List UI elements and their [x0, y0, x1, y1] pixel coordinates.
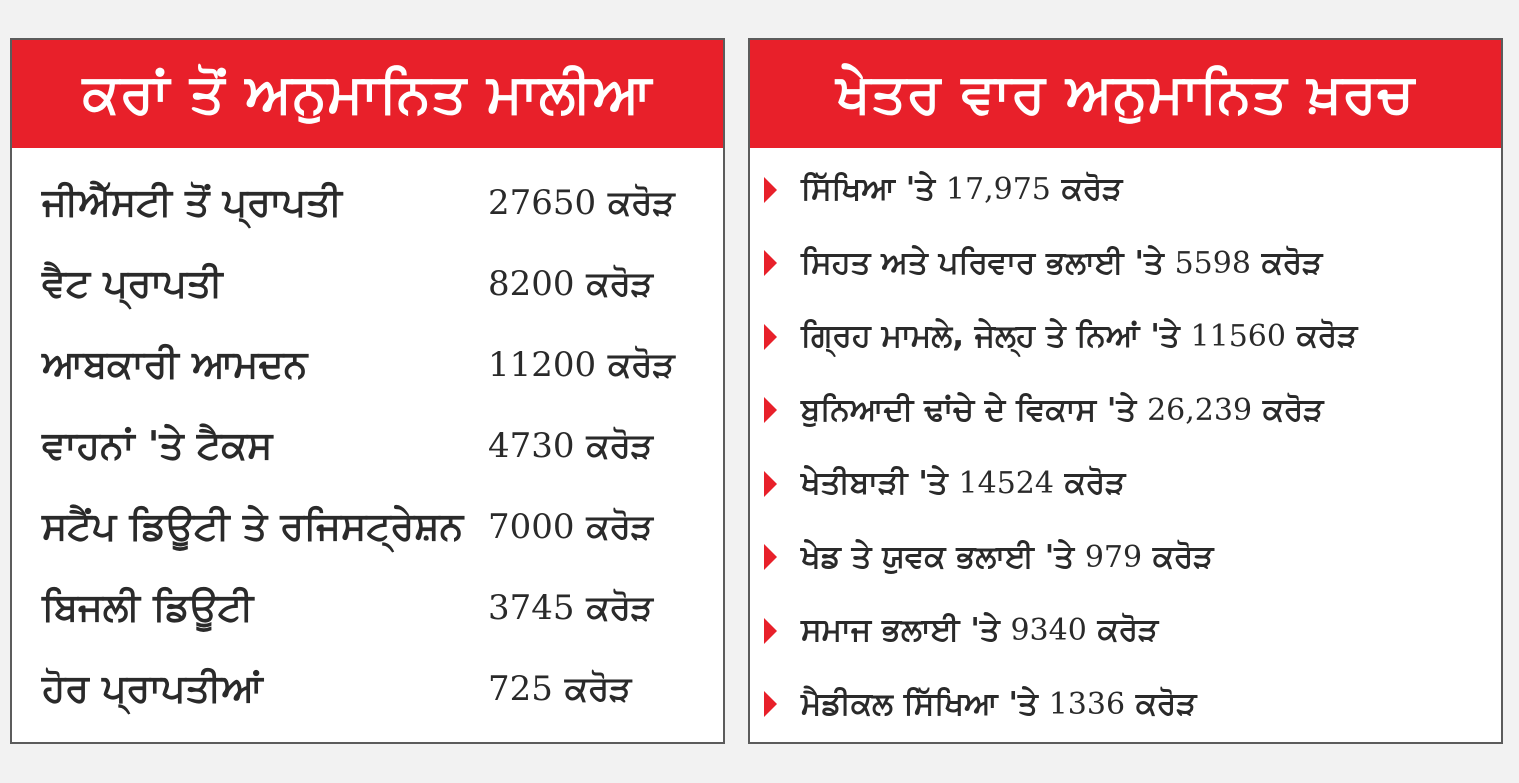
- revenue-value: 11200: [488, 344, 597, 385]
- revenue-label: ਵੈਟ ਪ੍ਰਾਪਤੀ: [42, 261, 223, 305]
- spending-row: [750, 300, 1501, 374]
- bullet-triangle-icon: [764, 618, 777, 644]
- bullet-triangle-icon: [764, 250, 777, 276]
- revenue-row: [12, 648, 723, 729]
- revenue-row: [12, 567, 723, 648]
- revenue-value: 725: [488, 668, 553, 709]
- spending-unit: ਕਰੋੜ: [1064, 465, 1126, 502]
- spending-label: ਸਿੱਖਿਆ 'ਤੇ: [801, 171, 936, 208]
- spending-row: [750, 447, 1501, 521]
- spending-row: [750, 374, 1501, 448]
- revenue-label: ਜੀਐੱਸਟੀ ਤੋਂ ਪ੍ਰਾਪਤੀ: [42, 180, 342, 224]
- revenue-unit: ਕਰੋੜ: [586, 587, 654, 628]
- revenue-value: 3745: [488, 587, 575, 628]
- revenue-value: 27650: [488, 182, 597, 223]
- spending-unit: ਕਰੋੜ: [1152, 538, 1214, 575]
- spending-text: [801, 465, 1125, 502]
- revenue-row: [12, 486, 723, 567]
- revenue-unit: ਕਰੋੜ: [608, 182, 675, 223]
- revenue-value: 4730: [488, 425, 575, 466]
- revenue-unit: ਕਰੋੜ: [564, 668, 632, 709]
- bullet-triangle-icon: [764, 471, 777, 497]
- revenue-amount: [488, 264, 653, 304]
- spending-unit: ਕਰੋੜ: [1097, 612, 1159, 649]
- revenue-unit: ਕਰੋੜ: [586, 425, 654, 466]
- bullet-triangle-icon: [764, 324, 777, 350]
- spending-unit: ਕਰੋੜ: [1261, 244, 1323, 281]
- spending-value: 11560: [1190, 319, 1286, 355]
- spending-unit: ਕਰੋੜ: [1262, 391, 1324, 428]
- revenue-amount: [488, 183, 675, 223]
- spending-row: [750, 668, 1501, 742]
- spending-label: ਖੇਤੀਬਾੜੀ 'ਤੇ: [801, 465, 948, 502]
- bullet-triangle-icon: [764, 177, 777, 203]
- spending-unit: ਕਰੋੜ: [1061, 171, 1123, 208]
- revenue-unit: ਕਰੋੜ: [608, 344, 675, 385]
- revenue-label: ਸਟੈਂਪ ਡਿਊਟੀ ਤੇ ਰਜਿਸਟ੍ਰੇਸ਼ਨ: [42, 504, 464, 548]
- revenue-unit: ਕਰੋੜ: [586, 506, 654, 547]
- spending-unit: ਕਰੋੜ: [1296, 318, 1358, 355]
- spending-title: ਖੇਤਰ ਵਾਰ ਅਨੁਮਾਨਿਤ ਖ਼ਰਚ: [750, 40, 1501, 148]
- spending-text: [801, 171, 1122, 208]
- spending-unit: ਕਰੋੜ: [1135, 685, 1197, 722]
- spending-text: [801, 686, 1196, 723]
- revenue-value: 8200: [488, 263, 575, 304]
- revenue-amount: [488, 588, 653, 628]
- spending-label: ਸਿਹਤ ਅਤੇ ਪਰਿਵਾਰ ਭਲਾਈ 'ਤੇ: [801, 244, 1164, 281]
- spending-value: 1336: [1048, 686, 1126, 722]
- revenue-row: [12, 243, 723, 324]
- spending-text: [801, 318, 1357, 355]
- spending-row: [750, 153, 1501, 227]
- spending-text: [801, 245, 1322, 282]
- revenue-label: ਵਾਹਨਾਂ 'ਤੇ ਟੈਕਸ: [42, 423, 273, 467]
- spending-value: 979: [1084, 539, 1143, 575]
- spending-text: [801, 392, 1323, 429]
- revenue-unit: ਕਰੋੜ: [586, 263, 654, 304]
- spending-text: [801, 539, 1214, 576]
- revenue-row: [12, 405, 723, 486]
- spending-label: ਮੈਡੀਕਲ ਸਿੱਖਿਆ 'ਤੇ: [801, 685, 1038, 722]
- spending-label: ਗ੍ਰਿਹ ਮਾਮਲੇ, ਜੇਲ੍ਹ ਤੇ ਨਿਆਂ 'ਤੇ: [801, 318, 1180, 355]
- spending-value: 17,975: [945, 172, 1051, 208]
- spending-label: ਬੁਨਿਆਦੀ ਢਾਂਚੇ ਦੇ ਵਿਕਾਸ 'ਤੇ: [801, 391, 1137, 428]
- revenue-amount: [488, 669, 631, 709]
- spending-label: ਖੇਡ ਤੇ ਯੁਵਕ ਭਲਾਈ 'ਤੇ: [801, 538, 1075, 575]
- revenue-label: ਬਿਜਲੀ ਡਿਊਟੀ: [42, 585, 254, 629]
- spending-value: 5598: [1174, 245, 1251, 281]
- revenue-label: ਆਬਕਾਰੀ ਆਮਦਨ: [42, 342, 308, 386]
- revenue-amount: [488, 507, 653, 547]
- bullet-triangle-icon: [764, 691, 777, 717]
- spending-text: [801, 612, 1158, 649]
- revenue-row: [12, 162, 723, 243]
- spending-row: [750, 227, 1501, 301]
- spending-row: [750, 594, 1501, 668]
- revenue-list: [12, 148, 723, 729]
- revenue-label: ਹੋਰ ਪ੍ਰਾਪਤੀਆਂ: [42, 666, 263, 710]
- revenue-panel: [10, 38, 725, 744]
- revenue-row: [12, 324, 723, 405]
- revenue-amount: [488, 345, 675, 385]
- spending-value: 26,239: [1147, 392, 1253, 428]
- spending-list: [750, 148, 1501, 741]
- spending-row: [750, 521, 1501, 595]
- spending-value: 14524: [958, 466, 1054, 502]
- revenue-value: 7000: [488, 506, 575, 547]
- spending-value: 9340: [1010, 613, 1087, 649]
- bullet-triangle-icon: [764, 544, 777, 570]
- revenue-title: ਕਰਾਂ ਤੋਂ ਅਨੁਮਾਨਿਤ ਮਾਲੀਆ: [12, 40, 723, 148]
- spending-panel: [748, 38, 1503, 744]
- spending-label: ਸਮਾਜ ਭਲਾਈ 'ਤੇ: [801, 612, 1000, 649]
- revenue-amount: [488, 426, 653, 466]
- bullet-triangle-icon: [764, 397, 777, 423]
